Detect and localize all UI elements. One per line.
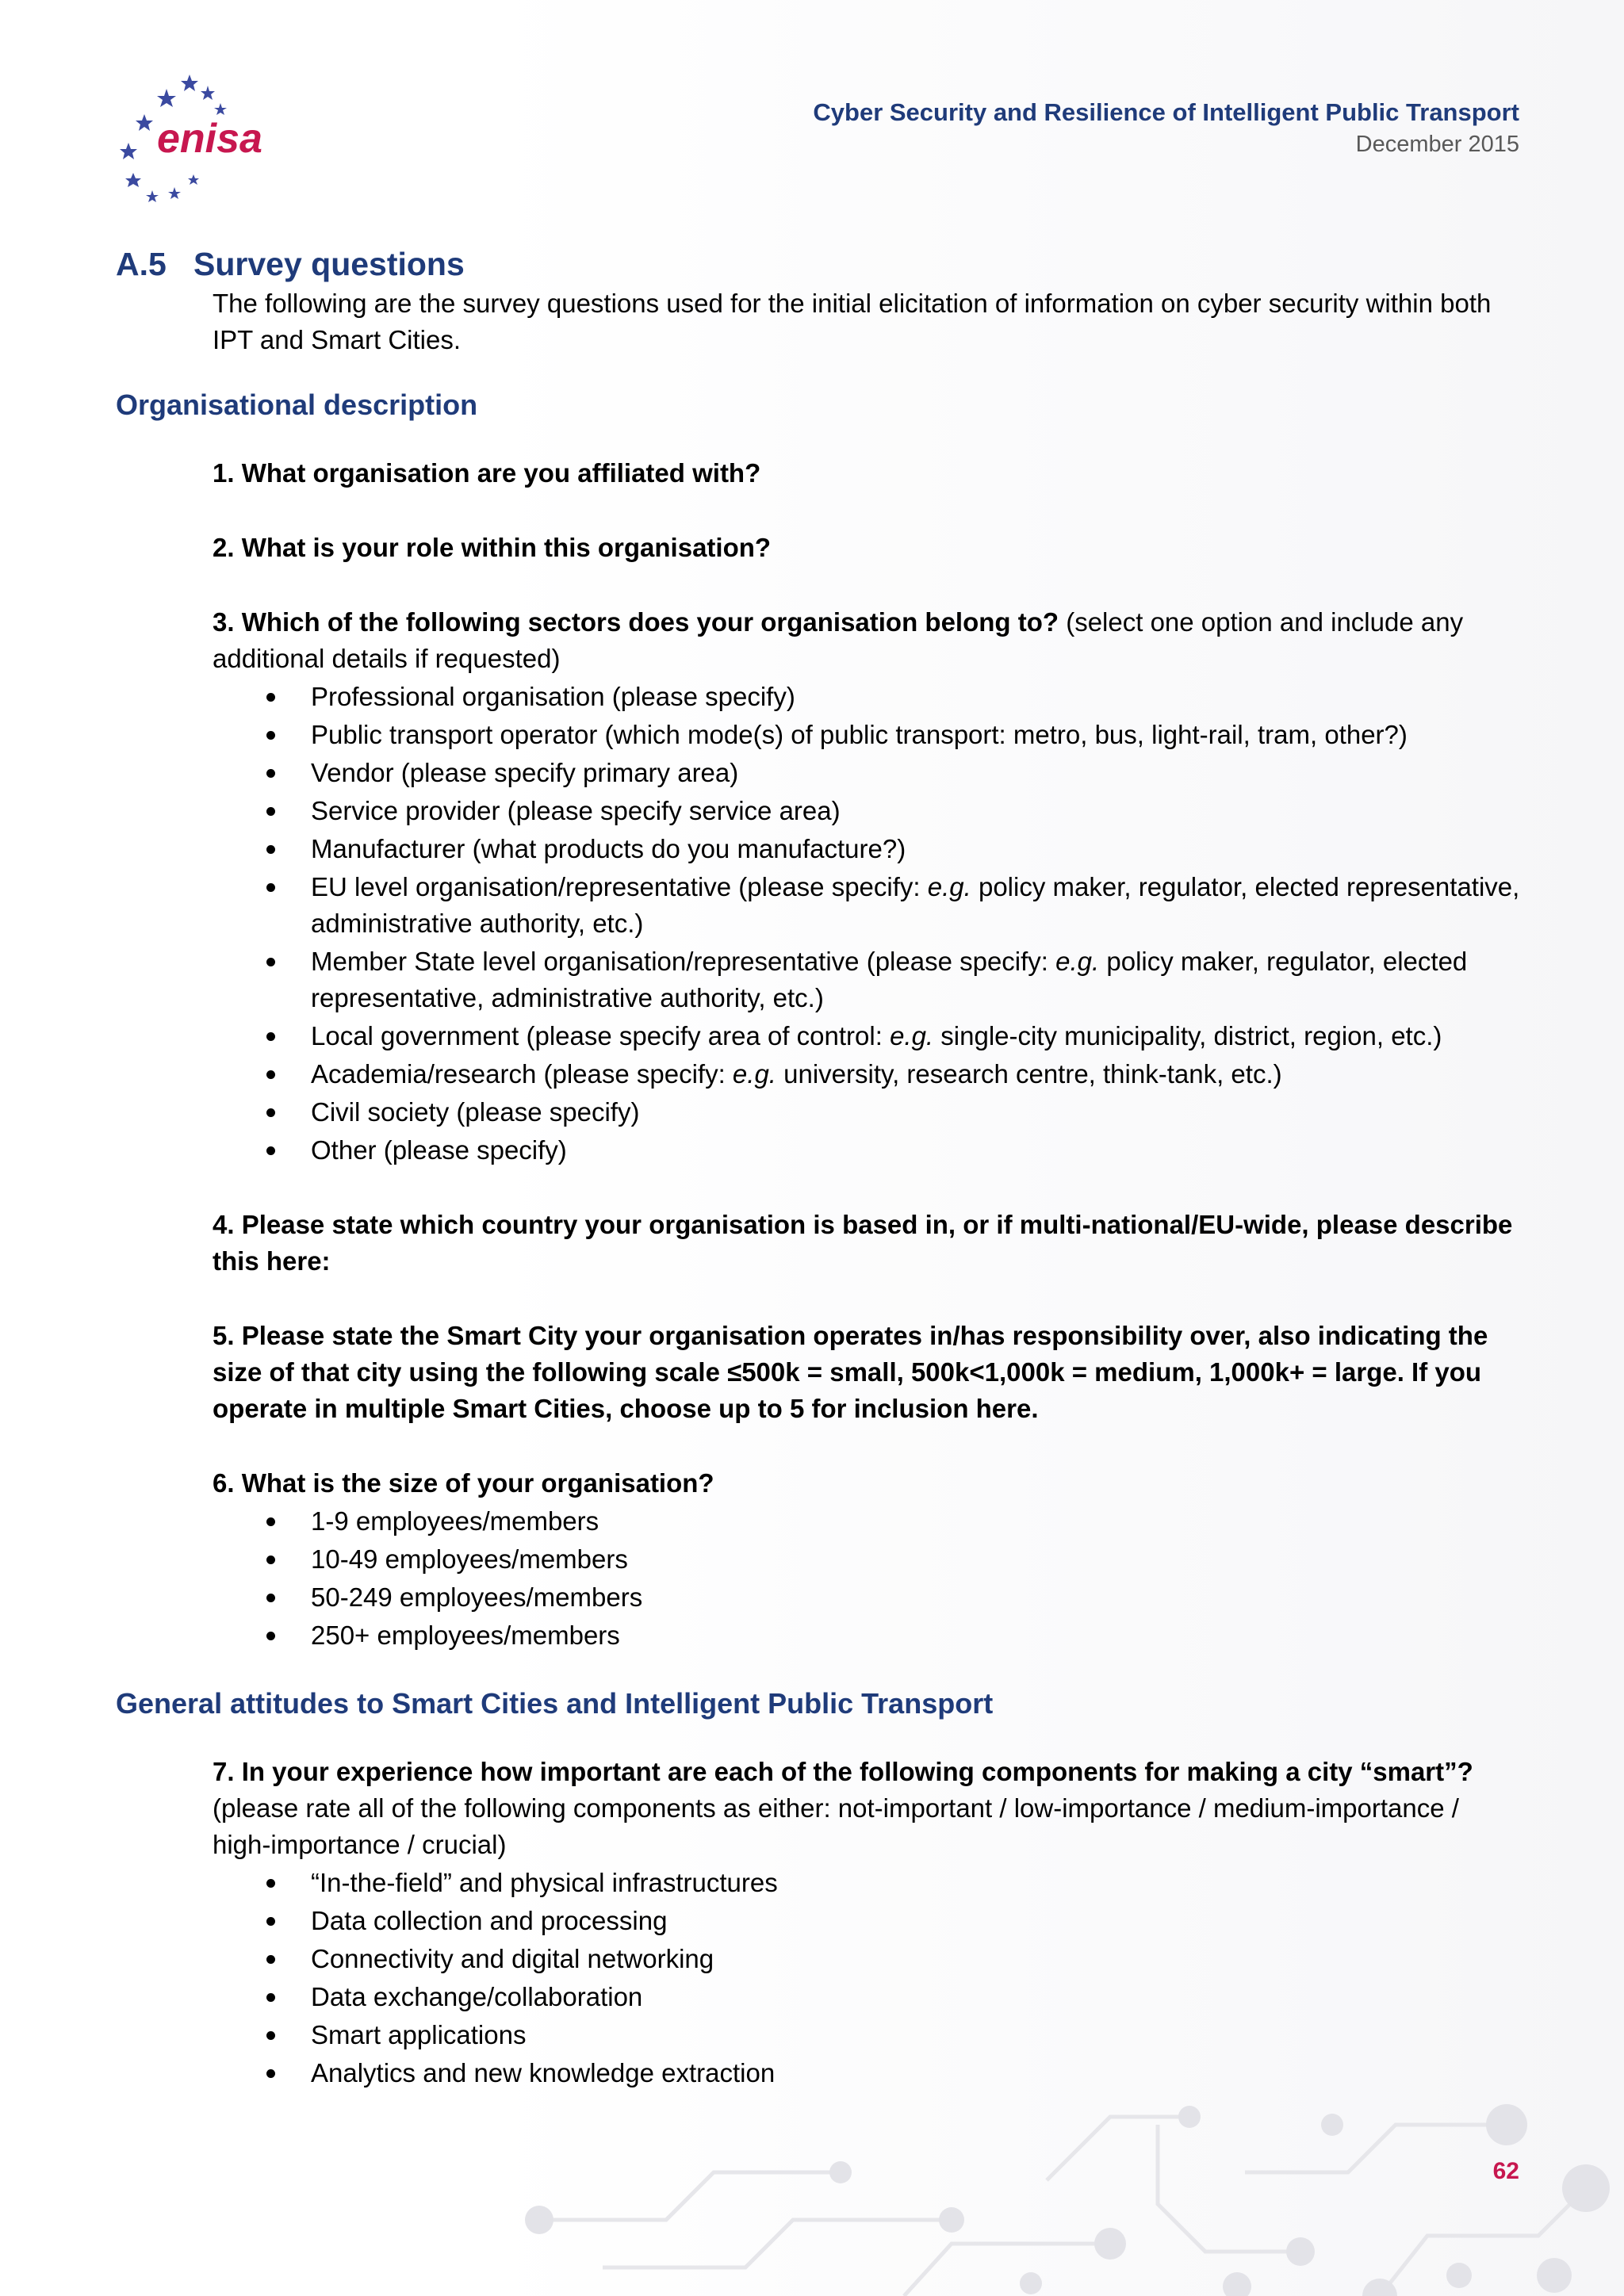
question-note: (please rate all of the following components as either: not-important / low-importance / medium-importance / high-importance / crucial) <box>213 1793 1459 1859</box>
running-header <box>813 97 1519 160</box>
list-item: Connectivity and digital networking <box>260 1941 1521 1977</box>
list-item: Manufacturer (what products do you manufacture?) <box>260 831 1521 867</box>
section-number: A.5 <box>116 246 167 282</box>
section-intro: The following are the survey questions used for the initial elicitation of information on cyber security within both IPT and Smart Cities. <box>213 289 1492 354</box>
question-4 <box>213 1207 1521 1280</box>
size-options-list <box>260 1503 1521 1654</box>
question-2 <box>213 530 1521 566</box>
document-title: Cyber Security and Resilience of Intelligent Public Transport <box>813 98 1519 126</box>
list-item: Service provider (please specify service area) <box>260 793 1521 829</box>
list-item <box>260 943 1521 1016</box>
section-title: Survey questions <box>193 246 465 282</box>
enisa-logo <box>111 63 262 202</box>
list-item: “In-the-field” and physical infrastructures <box>260 1865 1521 1901</box>
list-item: 10-49 employees/members <box>260 1541 1521 1578</box>
question-text: 1. What organisation are you affiliated with? <box>213 458 761 488</box>
page-number: 62 <box>1492 2158 1519 2184</box>
item-text: policy maker, regulator, elected representative, administrative authority, etc.) <box>311 872 1520 938</box>
list-item <box>260 1056 1521 1093</box>
subheading-general-attitudes: General attitudes to Smart Cities and Intelligent Public Transport <box>116 1687 994 1720</box>
list-item: 50-249 employees/members <box>260 1579 1521 1616</box>
page-body <box>116 285 1519 2093</box>
item-text: single-city municipality, district, region, etc.) <box>933 1021 1442 1050</box>
question-6 <box>213 1465 1521 1654</box>
list-item: Professional organisation (please specify) <box>260 679 1521 715</box>
question-note: (select one option and include any additional details if requested) <box>213 607 1464 673</box>
document-date: December 2015 <box>1355 132 1519 157</box>
item-text: Member State level organisation/representative (please specify: <box>311 947 1056 976</box>
list-item <box>260 869 1521 942</box>
list-item: Data collection and processing <box>260 1903 1521 1939</box>
list-item: Public transport operator (which mode(s) of public transport: metro, bus, light-rail, tram, other?) <box>260 717 1521 753</box>
question-text: 3. Which of the following sectors does your organisation belong to? <box>213 607 1059 637</box>
question-7 <box>213 1754 1521 2091</box>
item-text: Academia/research (please specify: <box>311 1059 733 1089</box>
item-text: policy maker, regulator, elected representative, administrative authority, etc.) <box>311 947 1468 1012</box>
section-heading <box>116 243 465 285</box>
question-text: 2. What is your role within this organisation? <box>213 533 772 562</box>
item-emphasis: e.g. <box>1055 947 1100 976</box>
question-1 <box>213 455 1521 492</box>
question-text: 4. Please state which country your organisation is based in, or if multi-national/EU-wide, please describe this here: <box>213 1210 1513 1276</box>
item-text: university, research centre, think-tank, etc.) <box>776 1059 1282 1089</box>
item-emphasis: e.g. <box>927 872 971 901</box>
question-text: 5. Please state the Smart City your organisation operates in/has responsibility over, also indicating the size of that city using the following scale ≤500k = small, 500k<1,000k = medium, 1,000k+ = large. If you operate in multiple Smart Cities, choose up to 5 for inclusion here. <box>213 1321 1488 1423</box>
item-emphasis: e.g. <box>890 1021 934 1050</box>
list-item: 1-9 employees/members <box>260 1503 1521 1540</box>
item-emphasis: e.g. <box>732 1059 776 1089</box>
list-item: Analytics and new knowledge extraction <box>260 2055 1521 2091</box>
question-text: 6. What is the size of your organisation? <box>213 1468 714 1498</box>
sector-options-list <box>260 679 1521 1169</box>
list-item: Civil society (please specify) <box>260 1094 1521 1131</box>
svg-text:enisa: enisa <box>157 116 262 162</box>
question-5 <box>213 1318 1521 1427</box>
question-3 <box>213 604 1521 1169</box>
circuit-decoration-icon <box>508 2077 1624 2296</box>
question-text: 7. In your experience how important are each of the following components for making a city “smart”? <box>213 1757 1473 1786</box>
list-item: 250+ employees/members <box>260 1617 1521 1654</box>
list-item: Vendor (please specify primary area) <box>260 755 1521 791</box>
list-item: Smart applications <box>260 2017 1521 2053</box>
list-item: Data exchange/collaboration <box>260 1979 1521 2015</box>
list-item: Other (please specify) <box>260 1132 1521 1169</box>
components-list <box>260 1865 1521 2091</box>
subheading-organisational-description: Organisational description <box>116 388 478 421</box>
item-text: EU level organisation/representative (please specify: <box>311 872 928 901</box>
list-item <box>260 1018 1521 1054</box>
item-text: Local government (please specify area of control: <box>311 1021 891 1050</box>
